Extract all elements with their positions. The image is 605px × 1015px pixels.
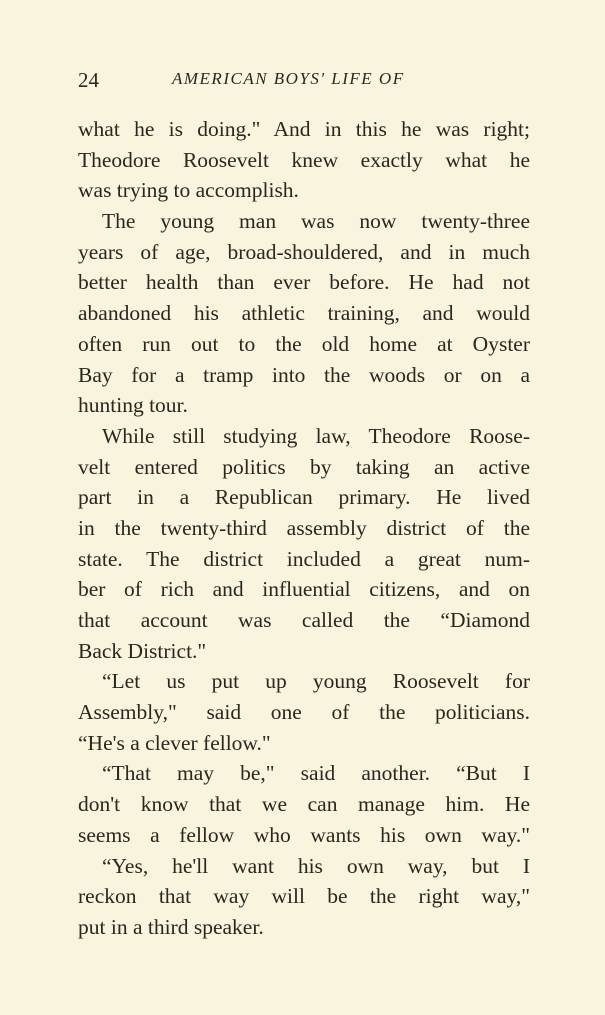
page-number: 24 xyxy=(78,68,99,92)
text-line: “Yes, he'll want his own way, but I xyxy=(102,853,530,878)
text-line: was trying to accomplish. xyxy=(78,178,299,203)
text-line: velt entered politics by taking an active xyxy=(78,454,530,479)
text-line: often run out to the old home at Oyster xyxy=(78,331,530,356)
text-line: Bay for a tramp into the woods or on a xyxy=(78,362,530,387)
text-line: hunting tour. xyxy=(78,393,188,418)
text-line: While still studying law, Theodore Roose- xyxy=(102,423,530,448)
text-line: better health than ever before. He had not xyxy=(78,270,530,295)
text-line: “That may be," said another. “But I xyxy=(102,761,530,786)
body-text xyxy=(78,114,530,943)
text-line: in the twenty-third assembly district of the xyxy=(78,515,530,540)
text-line: Back District." xyxy=(78,638,207,663)
text-line: state. The district included a great num- xyxy=(78,546,530,571)
text-line: Assembly," said one of the politicians. xyxy=(78,700,530,725)
text-line: “Let us put up young Roosevelt for xyxy=(102,669,530,694)
text-line: put in a third speaker. xyxy=(78,914,264,939)
text-line: “He's a clever fellow." xyxy=(78,730,271,755)
text-line: part in a Republican primary. He lived xyxy=(78,485,530,510)
text-line: abandoned his athletic training, and would xyxy=(78,301,530,326)
running-title: AMERICAN BOYS' LIFE OF xyxy=(172,69,405,88)
text-line: reckon that way will be the right way," xyxy=(78,884,530,909)
text-line: don't know that we can manage him. He xyxy=(78,792,530,817)
text-line: that account was called the “Diamond xyxy=(78,608,530,632)
text-line: years of age, broad-shouldered, and in much xyxy=(78,239,530,264)
text-line: The young man was now twenty-three xyxy=(102,209,530,234)
text-line: what he is doing." And in this he was right; xyxy=(78,117,530,141)
page-header xyxy=(78,68,530,98)
text-line: seems a fellow who wants his own way." xyxy=(78,822,530,847)
text-line: ber of rich and influential citizens, and on xyxy=(78,577,530,602)
text-line: Theodore Roosevelt knew exactly what he xyxy=(78,147,530,172)
